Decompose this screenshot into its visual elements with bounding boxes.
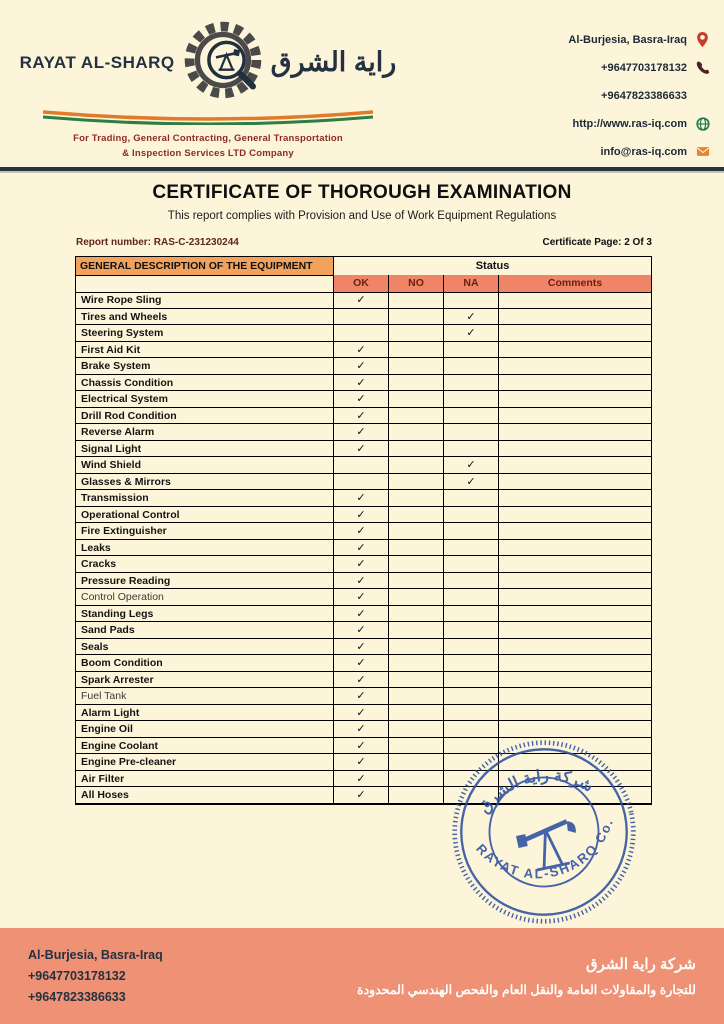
table-row <box>76 606 651 623</box>
table-row <box>76 292 651 309</box>
na-cell <box>443 556 498 573</box>
no-cell <box>388 325 443 342</box>
no-cell <box>388 705 443 722</box>
no-cell <box>388 540 443 557</box>
table-row <box>76 474 651 491</box>
table-row <box>76 342 651 359</box>
na-cell: ✓ <box>443 457 498 474</box>
contact-phone1-text: +9647703178132 <box>601 61 687 74</box>
table-row <box>76 507 651 524</box>
table-row <box>76 309 651 326</box>
na-cell <box>443 622 498 639</box>
ok-cell: ✓ <box>333 655 388 672</box>
header-divider <box>0 167 724 171</box>
equipment-name: Drill Rod Condition <box>76 408 333 425</box>
company-name-ar: راية الشرق <box>270 47 397 77</box>
contact-website <box>573 116 711 131</box>
comment-cell <box>498 358 651 375</box>
equipment-name: Control Operation <box>76 589 333 606</box>
ok-cell: ✓ <box>333 441 388 458</box>
no-cell <box>388 408 443 425</box>
no-cell <box>388 556 443 573</box>
table-row <box>76 375 651 392</box>
table-header-description: GENERAL DESCRIPTION OF THE EQUIPMENT <box>76 257 333 276</box>
comment-cell <box>498 639 651 656</box>
na-cell <box>443 391 498 408</box>
ok-cell: ✓ <box>333 292 388 309</box>
footer-phone1: +9647703178132 <box>28 969 126 983</box>
equipment-name: Sand Pads <box>76 622 333 639</box>
contact-phone1 <box>601 60 710 75</box>
table-row <box>76 408 651 425</box>
company-name-en: RAYAT AL-SHARQ <box>19 52 175 72</box>
ok-cell: ✓ <box>333 688 388 705</box>
equipment-name: Glasses & Mirrors <box>76 474 333 491</box>
gear-icon <box>179 16 267 109</box>
na-cell <box>443 639 498 656</box>
comment-cell <box>498 556 651 573</box>
table-row <box>76 540 651 557</box>
equipment-name: Fuel Tank <box>76 688 333 705</box>
ok-cell: ✓ <box>333 523 388 540</box>
ok-cell: ✓ <box>333 606 388 623</box>
na-cell: ✓ <box>443 309 498 326</box>
ok-cell: ✓ <box>333 589 388 606</box>
table-row <box>76 424 651 441</box>
no-cell <box>388 292 443 309</box>
ok-cell: ✓ <box>333 573 388 590</box>
table-row <box>76 573 651 590</box>
table-row <box>76 391 651 408</box>
equipment-name: Engine Pre-cleaner <box>76 754 333 771</box>
comment-cell <box>498 325 651 342</box>
footer-address: Al-Burjesia, Basra-Iraq <box>28 948 163 962</box>
contact-phone2 <box>601 88 710 103</box>
globe-icon <box>695 116 710 131</box>
column-header-comments: Comments <box>498 275 651 293</box>
ok-cell: ✓ <box>333 771 388 788</box>
comment-cell <box>498 441 651 458</box>
certificate-title: CERTIFICATE OF THOROUGH EXAMINATION <box>152 182 572 203</box>
table-row <box>76 639 651 656</box>
na-cell <box>443 688 498 705</box>
na-cell <box>443 721 498 738</box>
contact-email <box>600 144 710 159</box>
ok-cell: ✓ <box>333 787 388 804</box>
na-cell <box>443 523 498 540</box>
comment-cell <box>498 589 651 606</box>
no-cell <box>388 358 443 375</box>
table-row <box>76 523 651 540</box>
svg-text:RAYAT AL-SHARQ Co. <box>472 813 626 895</box>
footer-subtitle-ar: للتجارة والمقاولات العامة والنقل العام والفحص الهندسي المحدودة <box>357 983 696 997</box>
no-cell <box>388 622 443 639</box>
certificate-subtitle: This report complies with Provision and Use of Work Equipment Regulations <box>167 210 557 222</box>
table-row <box>76 358 651 375</box>
ok-cell: ✓ <box>333 705 388 722</box>
equipment-name: Alarm Light <box>76 705 333 722</box>
comment-cell <box>498 622 651 639</box>
blank-icon <box>695 88 710 103</box>
equipment-name: Spark Arrester <box>76 672 333 689</box>
table-row <box>76 589 651 606</box>
no-cell <box>388 441 443 458</box>
na-cell <box>443 507 498 524</box>
comment-cell <box>498 457 651 474</box>
comment-cell <box>498 391 651 408</box>
na-cell <box>443 672 498 689</box>
no-cell <box>388 573 443 590</box>
table-row <box>76 688 651 705</box>
logo-row <box>19 16 397 109</box>
no-cell <box>388 589 443 606</box>
equipment-rows <box>76 292 651 804</box>
ok-cell <box>333 325 388 342</box>
na-cell: ✓ <box>443 474 498 491</box>
ok-cell <box>333 474 388 491</box>
equipment-name: Reverse Alarm <box>76 424 333 441</box>
ok-cell: ✓ <box>333 507 388 524</box>
no-cell <box>388 787 443 804</box>
location-pin-icon <box>695 32 710 47</box>
equipment-name: Operational Control <box>76 507 333 524</box>
ok-cell: ✓ <box>333 342 388 359</box>
table-row <box>76 490 651 507</box>
ok-cell: ✓ <box>333 556 388 573</box>
comment-cell <box>498 672 651 689</box>
equipment-name: Standing Legs <box>76 606 333 623</box>
equipment-name: All Hoses <box>76 787 333 804</box>
comment-cell <box>498 507 651 524</box>
equipment-name: Transmission <box>76 490 333 507</box>
page-footer <box>0 928 724 1024</box>
equipment-name: Tires and Wheels <box>76 309 333 326</box>
ok-cell <box>333 309 388 326</box>
comment-cell <box>498 540 651 557</box>
contact-address <box>568 32 710 47</box>
na-cell <box>443 540 498 557</box>
logo-swoosh <box>38 112 378 129</box>
footer-phone2: +9647823386633 <box>28 990 126 1004</box>
ok-cell: ✓ <box>333 391 388 408</box>
equipment-name: Steering System <box>76 325 333 342</box>
ok-cell: ✓ <box>333 540 388 557</box>
no-cell <box>388 309 443 326</box>
na-cell <box>443 424 498 441</box>
no-cell <box>388 474 443 491</box>
ok-cell: ✓ <box>333 358 388 375</box>
comment-cell <box>498 573 651 590</box>
comment-cell <box>498 606 651 623</box>
ok-cell: ✓ <box>333 622 388 639</box>
equipment-name: Chassis Condition <box>76 375 333 392</box>
equipment-name: Electrical System <box>76 391 333 408</box>
column-header-empty <box>76 275 333 293</box>
no-cell <box>388 606 443 623</box>
no-cell <box>388 721 443 738</box>
column-header-na: NA <box>443 275 498 293</box>
comment-cell <box>498 424 651 441</box>
ok-cell: ✓ <box>333 754 388 771</box>
table-header-status: Status <box>333 257 651 276</box>
no-cell <box>388 490 443 507</box>
tagline-line2: & Inspection Services LTD Company <box>122 147 294 159</box>
na-cell <box>443 375 498 392</box>
na-cell <box>443 408 498 425</box>
no-cell <box>388 523 443 540</box>
no-cell <box>388 375 443 392</box>
table-row <box>76 655 651 672</box>
ok-cell: ✓ <box>333 490 388 507</box>
ok-cell: ✓ <box>333 375 388 392</box>
na-cell <box>443 589 498 606</box>
equipment-name: Seals <box>76 639 333 656</box>
na-cell <box>443 606 498 623</box>
ok-cell: ✓ <box>333 639 388 656</box>
comment-cell <box>498 292 651 309</box>
column-header-ok: OK <box>333 275 388 293</box>
na-cell <box>443 342 498 359</box>
no-cell <box>388 688 443 705</box>
equipment-name: Wire Rope Sling <box>76 292 333 309</box>
contact-phone2-text: +9647823386633 <box>601 89 687 102</box>
na-cell: ✓ <box>443 325 498 342</box>
table-header-row2 <box>76 275 651 292</box>
no-cell <box>388 507 443 524</box>
equipment-name: Engine Oil <box>76 721 333 738</box>
table-row <box>76 556 651 573</box>
no-cell <box>388 424 443 441</box>
equipment-name: Signal Light <box>76 441 333 458</box>
table-row <box>76 441 651 458</box>
equipment-name: Engine Coolant <box>76 738 333 755</box>
equipment-name: Leaks <box>76 540 333 557</box>
comment-cell <box>498 688 651 705</box>
no-cell <box>388 738 443 755</box>
footer-company-name-ar: شركة راية الشرق <box>585 956 696 973</box>
svg-text:شركة راية الشرق <box>471 756 599 819</box>
contact-email-text: info@ras-iq.com <box>600 145 687 158</box>
na-cell <box>443 358 498 375</box>
ok-cell: ✓ <box>333 408 388 425</box>
no-cell <box>388 342 443 359</box>
stamp-text-arabic: شركة راية الشرق <box>475 767 596 817</box>
equipment-name: Wind Shield <box>76 457 333 474</box>
table-row <box>76 705 651 722</box>
table-row <box>76 672 651 689</box>
company-logo <box>19 16 397 161</box>
table-row <box>76 622 651 639</box>
comment-cell <box>498 705 651 722</box>
no-cell <box>388 655 443 672</box>
report-number: Report number: RAS-C-231230244 <box>76 237 239 248</box>
no-cell <box>388 672 443 689</box>
contact-info <box>568 32 710 159</box>
comment-cell <box>498 408 651 425</box>
comment-cell <box>498 309 651 326</box>
tagline-line1: For Trading, General Contracting, General Transportation <box>73 133 343 144</box>
contact-address-text: Al-Burjesia, Basra-Iraq <box>568 33 687 46</box>
equipment-name: Fire Extinguisher <box>76 523 333 540</box>
ok-cell: ✓ <box>333 721 388 738</box>
ok-cell <box>333 457 388 474</box>
na-cell <box>443 705 498 722</box>
equipment-name: Pressure Reading <box>76 573 333 590</box>
stamp-text-english: RAYAT AL-SHARQ Co. <box>473 816 617 882</box>
no-cell <box>388 639 443 656</box>
na-cell <box>443 573 498 590</box>
ok-cell: ✓ <box>333 738 388 755</box>
equipment-name: First Aid Kit <box>76 342 333 359</box>
na-cell <box>443 441 498 458</box>
meta-row <box>76 237 652 248</box>
equipment-name: Air Filter <box>76 771 333 788</box>
ok-cell: ✓ <box>333 672 388 689</box>
column-header-no: NO <box>388 275 443 293</box>
equipment-name: Cracks <box>76 556 333 573</box>
comment-cell <box>498 474 651 491</box>
table-row <box>76 325 651 342</box>
ok-cell: ✓ <box>333 424 388 441</box>
na-cell <box>443 655 498 672</box>
footer-arabic <box>357 955 696 997</box>
no-cell <box>388 391 443 408</box>
company-tagline <box>38 132 378 161</box>
equipment-table <box>75 256 652 805</box>
certificate-page-number: Certificate Page: 2 Of 3 <box>542 237 652 248</box>
na-cell <box>443 292 498 309</box>
contact-website-text: http://www.ras-iq.com <box>572 117 687 130</box>
envelope-icon <box>695 144 710 159</box>
comment-cell <box>498 342 651 359</box>
comment-cell <box>498 375 651 392</box>
no-cell <box>388 457 443 474</box>
equipment-name: Brake System <box>76 358 333 375</box>
comment-cell <box>498 655 651 672</box>
na-cell <box>443 490 498 507</box>
phone-icon <box>695 60 710 75</box>
company-stamp <box>433 721 656 944</box>
table-row <box>76 457 651 474</box>
comment-cell <box>498 523 651 540</box>
comment-cell <box>498 490 651 507</box>
equipment-name: Boom Condition <box>76 655 333 672</box>
footer-contact <box>28 948 163 1004</box>
table-header-row1 <box>76 257 651 275</box>
